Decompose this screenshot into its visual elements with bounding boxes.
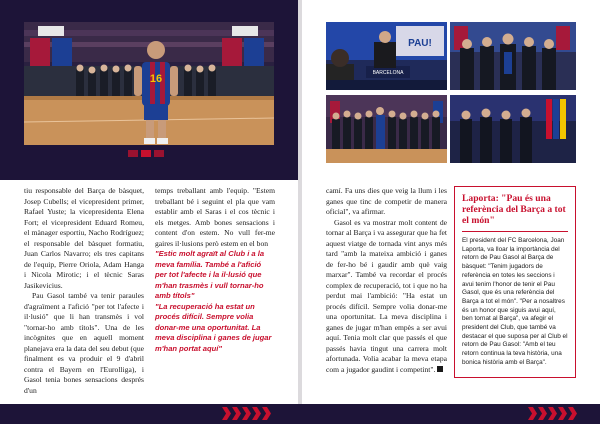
article-column-3 <box>326 186 447 375</box>
sidebar-body: El president del FC Barcelona, Joan Laporta, va lloar la importància del retorn de Pau Gasol al Barça de bàsquet: "Tenim jugadors de referència en totes les seccions i avui tenim l'honor de tenir el Pau Gasol, que és una referència del Barça a tot el món". "Per a nosaltres és un honor que siguis avui aquí, ben tornat al Barça", va afegir el president del Club, que també va destacar el que suposa per al Club el retorn de Pau Gasol: "Amb el teu retorn continua la teva història, una bonica història amb el Barça". <box>462 237 568 366</box>
sidebar-divider <box>462 231 568 232</box>
pull-quote-2: "La recuperació ha estat un procés difícil. Sempre volia donar-me una oportunitat. La meva disciplina i ganes de jugar m'han portat aquí" <box>155 301 272 353</box>
pull-quote-1: "Estic molt agraït al Club i a la meva família. També a l'afició per tot l'afecte i la il·lusió que m'han trasmès i vull tornar-ho amb títols" <box>155 249 265 300</box>
chevron-icon <box>558 407 567 420</box>
chevron-right-icon <box>528 407 577 420</box>
photo-group-court <box>326 95 447 163</box>
chevron-icon <box>528 407 537 420</box>
article-paragraph-text: Gasol es va mostrar molt content de tornar al Barça i va assegurar que ha fet aquest viatge de tornada vint anys més tard "amb la mateixa ambició i ganes de fer-ho bé i gaudir amb què vaig marxar". També va recordar el procés complex de recuperació, tot i que no ha perdut mai l'ambició: "Ha estat un procés difícil. Sempre volia donar-me una oportunitat. La meva disciplina i ganes de jugar m'han empès a ser avui aquí. Tenia molt clar que passés el que passés havia tingut una carrera molt afortunada. Volia acabar la meva etapa com a jugador gaudint i competint". <box>326 217 447 374</box>
carousel-dot-active <box>141 150 151 157</box>
chevron-icon <box>242 407 251 420</box>
hero-photo <box>24 22 274 145</box>
chevron-icon <box>222 407 231 420</box>
sidebar-title: Laporta: "Pau és una referència del Barça a tot el món" <box>462 193 566 226</box>
end-of-article-mark <box>437 366 443 372</box>
carousel-dot <box>128 150 138 157</box>
chevron-icon <box>262 407 271 420</box>
chevron-icon <box>568 407 577 420</box>
carousel-dot <box>154 150 164 157</box>
photo-press-conference <box>326 22 447 90</box>
article-column-1 <box>24 186 144 396</box>
screen-text: PAU! <box>408 38 432 49</box>
article-paragraph <box>326 218 447 376</box>
podium-logo-text: BARCELONA <box>372 70 404 76</box>
photo-handshake <box>450 22 576 90</box>
article-paragraph: Pau Gasol també va tenir paraules d'agraïment a l'afició "per tot l'afecte i il·lusió" que li han transmès i vol "tornar-ho amb títols". Una de les incògnites que en aquell moment planejava era la data del seu debut (que finalment es va produir el 9 d'abril contra el Bayern en l'Eurolliga), i Gasol tenia bones sensacions després d'un <box>24 291 144 395</box>
chevron-icon <box>252 407 261 420</box>
chevron-icon <box>232 407 241 420</box>
chevron-icon <box>538 407 547 420</box>
carousel-dots <box>128 150 164 157</box>
jersey-number: 16 <box>149 73 163 85</box>
page-footer-bar <box>0 404 600 424</box>
chevron-icon <box>548 407 557 420</box>
article-paragraph: camí. Fa uns dies que veig la llum i les ganes que tinc de competir de manera oficial", va afirmar. <box>326 186 447 216</box>
chevron-right-icon <box>222 407 271 420</box>
sidebar-box <box>454 186 576 378</box>
photo-officials <box>450 95 576 163</box>
article-column-2 <box>155 186 275 354</box>
article-paragraph: temps treballant amb l'equip. "Estem treballant bé i seguint el pla que vam establir amb el Saras i el cos tècnic i els metges. Amb bones sensacions i content d'on estem. No vull fer-me gaires il·lusions però estem en el bon <box>155 186 275 248</box>
article-paragraph: tiu responsable del Barça de bàsquet, Josep Cubells; el vicepresident primer, Rafael Yuste; la vicepresidenta Elena Fort; el vicepresident Eduard Romeu, el mànager esportiu, Nacho Rodríguez; el responsable del bàsquet formatiu, Juan Carlos Navarro; els tres capitans de l'equip, Pierre Oriola, Adam Hanga i Nicola Mirotic; i el tècnic Saras Jasikevicius. <box>24 186 144 290</box>
